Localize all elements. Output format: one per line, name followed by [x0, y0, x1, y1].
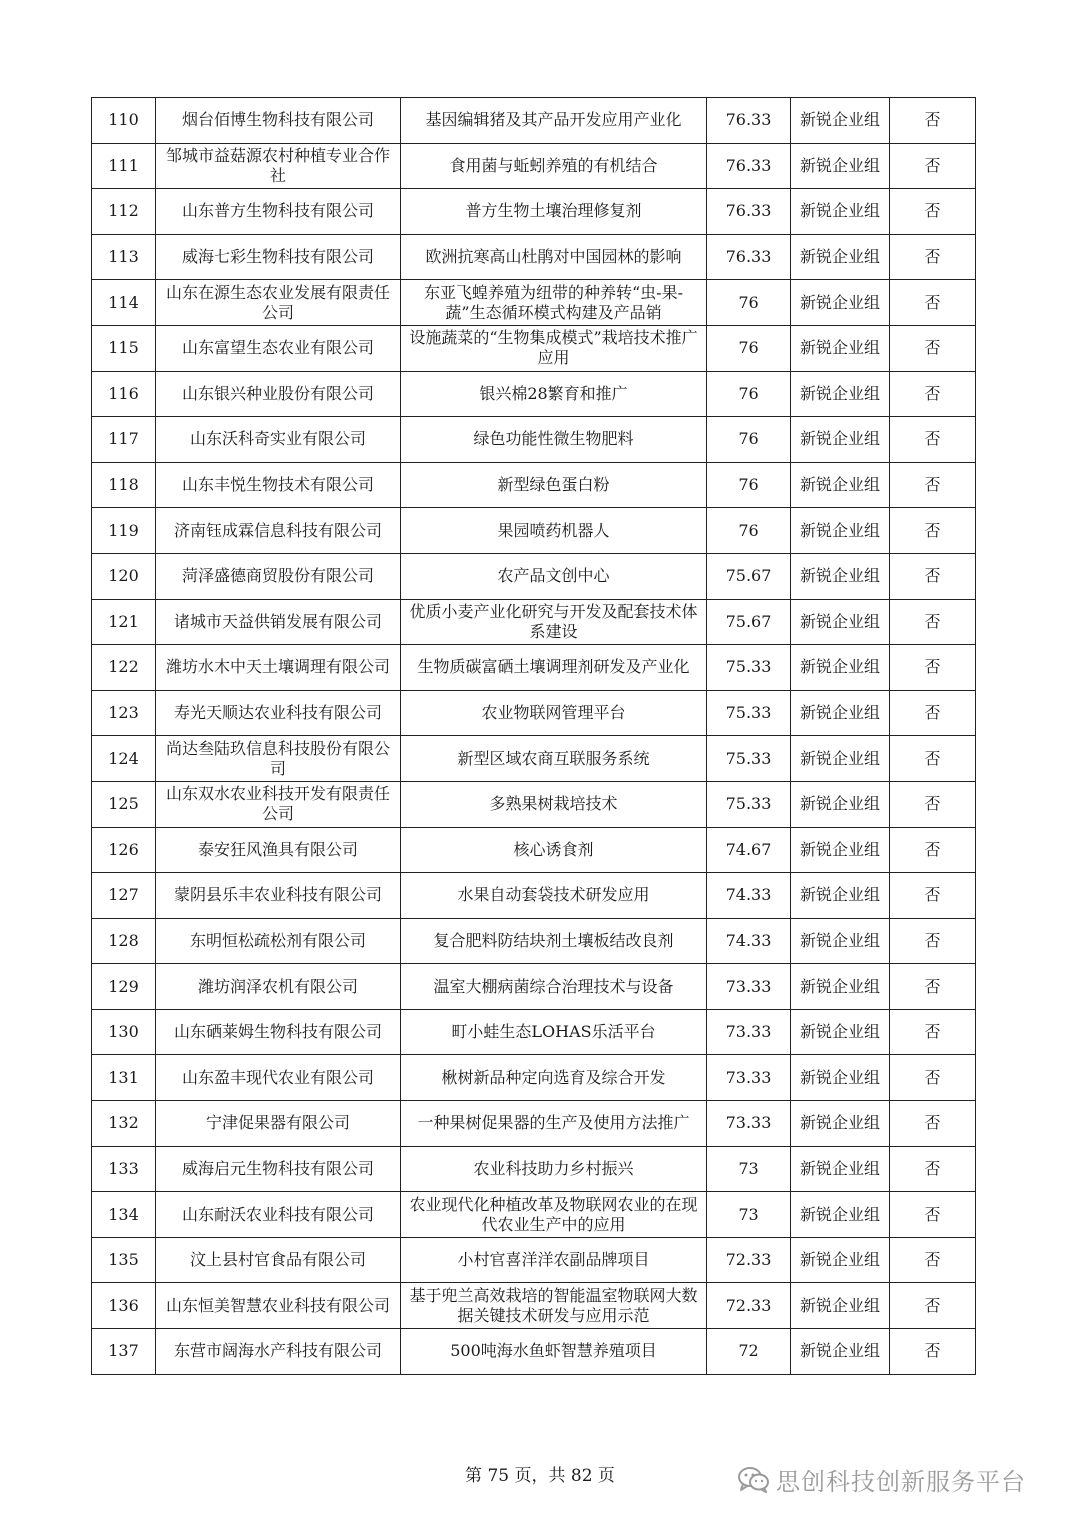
project-name: 农产品文创中心: [401, 553, 707, 599]
group-name: 新锐企业组: [791, 736, 890, 782]
project-name: 东亚飞蝗养殖为纽带的种养转“虫-果-蔬”生态循环模式构建及产品销: [401, 280, 707, 326]
company-name: 泰安狂风渔具有限公司: [156, 827, 401, 873]
group-name: 新锐企业组: [791, 462, 890, 508]
row-number: 130: [92, 1009, 156, 1055]
project-name: 复合肥料防结块剂土壤板结改良剂: [401, 918, 707, 964]
score: 73.33: [707, 1055, 791, 1101]
table-row: [92, 1146, 976, 1192]
group-name: 新锐企业组: [791, 964, 890, 1010]
table-row: [92, 280, 976, 326]
table-row: [92, 417, 976, 463]
score: 72: [707, 1329, 791, 1375]
project-name: 500吨海水鱼虾智慧养殖项目: [401, 1329, 707, 1375]
row-number: 132: [92, 1101, 156, 1147]
table-row: [92, 690, 976, 736]
flag-value: 否: [890, 1055, 976, 1101]
score: 75.33: [707, 781, 791, 827]
project-name: 基因编辑猪及其产品开发应用产业化: [401, 98, 707, 144]
flag-value: 否: [890, 827, 976, 873]
table-row: [92, 827, 976, 873]
company-name: 山东硒莱姆生物科技有限公司: [156, 1009, 401, 1055]
company-name: 山东银兴种业股份有限公司: [156, 371, 401, 417]
group-name: 新锐企业组: [791, 781, 890, 827]
group-name: 新锐企业组: [791, 1009, 890, 1055]
row-number: 128: [92, 918, 156, 964]
project-name: 银兴棉28繁育和推广: [401, 371, 707, 417]
results-table-body: [92, 98, 976, 1375]
row-number: 123: [92, 690, 156, 736]
flag-value: 否: [890, 325, 976, 371]
project-name: 生物质碳富硒土壤调理剂研发及产业化: [401, 645, 707, 691]
score: 74.33: [707, 918, 791, 964]
row-number: 122: [92, 645, 156, 691]
row-number: 126: [92, 827, 156, 873]
group-name: 新锐企业组: [791, 1237, 890, 1283]
score: 73.33: [707, 1009, 791, 1055]
score: 76: [707, 325, 791, 371]
company-name: 威海启元生物科技有限公司: [156, 1146, 401, 1192]
company-name: 山东耐沃农业科技有限公司: [156, 1192, 401, 1238]
company-name: 尚达叁陆玖信息科技股份有限公司: [156, 736, 401, 782]
project-name: 食用菌与蚯蚓养殖的有机结合: [401, 143, 707, 189]
flag-value: 否: [890, 1009, 976, 1055]
project-name: 欧洲抗寒高山杜鹃对中国园林的影响: [401, 234, 707, 280]
score: 73: [707, 1146, 791, 1192]
table-row: [92, 1055, 976, 1101]
table-row: [92, 325, 976, 371]
score: 76: [707, 371, 791, 417]
row-number: 135: [92, 1237, 156, 1283]
row-number: 111: [92, 143, 156, 189]
company-name: 邹城市益菇源农村种植专业合作社: [156, 143, 401, 189]
table-row: [92, 1009, 976, 1055]
table-row: [92, 189, 976, 235]
company-name: 山东丰悦生物技术有限公司: [156, 462, 401, 508]
project-name: 核心诱食剂: [401, 827, 707, 873]
flag-value: 否: [890, 280, 976, 326]
row-number: 117: [92, 417, 156, 463]
flag-value: 否: [890, 873, 976, 919]
wechat-icon: [738, 1466, 770, 1494]
table-row: [92, 98, 976, 144]
score: 72.33: [707, 1237, 791, 1283]
company-name: 汶上县村官食品有限公司: [156, 1237, 401, 1283]
watermark-text: 思创科技创新服务平台: [776, 1468, 1026, 1496]
flag-value: 否: [890, 234, 976, 280]
score: 75.67: [707, 599, 791, 645]
table-row: [92, 1192, 976, 1238]
project-name: 农业科技助力乡村振兴: [401, 1146, 707, 1192]
score: 72.33: [707, 1283, 791, 1329]
company-name: 诸城市天益供销发展有限公司: [156, 599, 401, 645]
project-name: 一种果树促果器的生产及使用方法推广: [401, 1101, 707, 1147]
score: 75.67: [707, 553, 791, 599]
group-name: 新锐企业组: [791, 553, 890, 599]
company-name: 宁津促果器有限公司: [156, 1101, 401, 1147]
group-name: 新锐企业组: [791, 690, 890, 736]
table-row: [92, 1329, 976, 1375]
table-row: [92, 1237, 976, 1283]
row-number: 134: [92, 1192, 156, 1238]
group-name: 新锐企业组: [791, 280, 890, 326]
table-row: [92, 781, 976, 827]
company-name: 蒙阴县乐丰农业科技有限公司: [156, 873, 401, 919]
company-name: 山东盈丰现代农业有限公司: [156, 1055, 401, 1101]
score: 76.33: [707, 98, 791, 144]
watermark: [738, 1462, 1026, 1497]
group-name: 新锐企业组: [791, 918, 890, 964]
company-name: 山东普方生物科技有限公司: [156, 189, 401, 235]
group-name: 新锐企业组: [791, 599, 890, 645]
row-number: 131: [92, 1055, 156, 1101]
flag-value: 否: [890, 417, 976, 463]
score: 76.33: [707, 143, 791, 189]
group-name: 新锐企业组: [791, 98, 890, 144]
table-row: [92, 143, 976, 189]
score: 74.33: [707, 873, 791, 919]
row-number: 113: [92, 234, 156, 280]
flag-value: 否: [890, 508, 976, 554]
table-row: [92, 873, 976, 919]
project-name: 多熟果树栽培技术: [401, 781, 707, 827]
flag-value: 否: [890, 1283, 976, 1329]
project-name: 水果自动套袋技术研发应用: [401, 873, 707, 919]
flag-value: 否: [890, 1101, 976, 1147]
company-name: 东明恒松疏松剂有限公司: [156, 918, 401, 964]
group-name: 新锐企业组: [791, 827, 890, 873]
table-row: [92, 508, 976, 554]
project-name: 小村官喜洋洋农副品牌项目: [401, 1237, 707, 1283]
project-name: 新型绿色蛋白粉: [401, 462, 707, 508]
row-number: 119: [92, 508, 156, 554]
score: 74.67: [707, 827, 791, 873]
score: 75.33: [707, 645, 791, 691]
flag-value: 否: [890, 371, 976, 417]
row-number: 136: [92, 1283, 156, 1329]
score: 73: [707, 1192, 791, 1238]
company-name: 东营市阔海水产科技有限公司: [156, 1329, 401, 1375]
project-name: 新型区域农商互联服务系统: [401, 736, 707, 782]
company-name: 潍坊润泽农机有限公司: [156, 964, 401, 1010]
page-number: 第 75 页，共 82 页: [465, 1466, 615, 1486]
table-row: [92, 553, 976, 599]
company-name: 山东富望生态农业有限公司: [156, 325, 401, 371]
company-name: 寿光天顺达农业科技有限公司: [156, 690, 401, 736]
company-name: 菏泽盛德商贸股份有限公司: [156, 553, 401, 599]
table-row: [92, 736, 976, 782]
flag-value: 否: [890, 462, 976, 508]
flag-value: 否: [890, 143, 976, 189]
score: 76: [707, 417, 791, 463]
row-number: 137: [92, 1329, 156, 1375]
project-name: 设施蔬菜的“生物集成模式”栽培技术推广应用: [401, 325, 707, 371]
flag-value: 否: [890, 964, 976, 1010]
company-name: 山东在源生态农业发展有限责任公司: [156, 280, 401, 326]
table-row: [92, 462, 976, 508]
results-table: [91, 97, 976, 1375]
group-name: 新锐企业组: [791, 508, 890, 554]
company-name: 山东沃科奇实业有限公司: [156, 417, 401, 463]
group-name: 新锐企业组: [791, 371, 890, 417]
row-number: 112: [92, 189, 156, 235]
company-name: 济南钰成霖信息科技有限公司: [156, 508, 401, 554]
project-name: 普方生物土壤治理修复剂: [401, 189, 707, 235]
flag-value: 否: [890, 98, 976, 144]
group-name: 新锐企业组: [791, 234, 890, 280]
score: 75.33: [707, 736, 791, 782]
flag-value: 否: [890, 1329, 976, 1375]
group-name: 新锐企业组: [791, 1283, 890, 1329]
row-number: 120: [92, 553, 156, 599]
project-name: 町小蛙生态LOHAS乐活平台: [401, 1009, 707, 1055]
company-name: 烟台佰博生物科技有限公司: [156, 98, 401, 144]
project-name: 温室大棚病菌综合治理技术与设备: [401, 964, 707, 1010]
table-row: [92, 1101, 976, 1147]
table-row: [92, 599, 976, 645]
score: 73.33: [707, 1101, 791, 1147]
group-name: 新锐企业组: [791, 873, 890, 919]
row-number: 118: [92, 462, 156, 508]
table-row: [92, 371, 976, 417]
project-name: 优质小麦产业化研究与开发及配套技术体系建设: [401, 599, 707, 645]
score: 76.33: [707, 234, 791, 280]
group-name: 新锐企业组: [791, 1101, 890, 1147]
flag-value: 否: [890, 690, 976, 736]
group-name: 新锐企业组: [791, 189, 890, 235]
row-number: 125: [92, 781, 156, 827]
group-name: 新锐企业组: [791, 645, 890, 691]
score: 73.33: [707, 964, 791, 1010]
project-name: 基于兜兰高效栽培的智能温室物联网大数据关键技术研发与应用示范: [401, 1283, 707, 1329]
row-number: 133: [92, 1146, 156, 1192]
project-name: 果园喷药机器人: [401, 508, 707, 554]
flag-value: 否: [890, 1146, 976, 1192]
table-row: [92, 964, 976, 1010]
row-number: 115: [92, 325, 156, 371]
row-number: 116: [92, 371, 156, 417]
group-name: 新锐企业组: [791, 1146, 890, 1192]
row-number: 127: [92, 873, 156, 919]
row-number: 121: [92, 599, 156, 645]
group-name: 新锐企业组: [791, 417, 890, 463]
project-name: 绿色功能性微生物肥料: [401, 417, 707, 463]
table-row: [92, 645, 976, 691]
row-number: 114: [92, 280, 156, 326]
flag-value: 否: [890, 781, 976, 827]
score: 76.33: [707, 189, 791, 235]
flag-value: 否: [890, 918, 976, 964]
company-name: 威海七彩生物科技有限公司: [156, 234, 401, 280]
group-name: 新锐企业组: [791, 1192, 890, 1238]
table-row: [92, 234, 976, 280]
company-name: 山东双水农业科技开发有限责任公司: [156, 781, 401, 827]
score: 76: [707, 508, 791, 554]
score: 76: [707, 462, 791, 508]
group-name: 新锐企业组: [791, 143, 890, 189]
company-name: 潍坊水木中天土壤调理有限公司: [156, 645, 401, 691]
flag-value: 否: [890, 553, 976, 599]
flag-value: 否: [890, 1192, 976, 1238]
company-name: 山东恒美智慧农业科技有限公司: [156, 1283, 401, 1329]
project-name: 楸树新品种定向选育及综合开发: [401, 1055, 707, 1101]
group-name: 新锐企业组: [791, 1329, 890, 1375]
row-number: 129: [92, 964, 156, 1010]
score: 76: [707, 280, 791, 326]
flag-value: 否: [890, 1237, 976, 1283]
project-name: 农业物联网管理平台: [401, 690, 707, 736]
flag-value: 否: [890, 645, 976, 691]
score: 75.33: [707, 690, 791, 736]
flag-value: 否: [890, 189, 976, 235]
results-table-container: [91, 97, 975, 1375]
flag-value: 否: [890, 736, 976, 782]
table-row: [92, 918, 976, 964]
flag-value: 否: [890, 599, 976, 645]
group-name: 新锐企业组: [791, 1055, 890, 1101]
project-name: 农业现代化种植改革及物联网农业的在现代农业生产中的应用: [401, 1192, 707, 1238]
table-row: [92, 1283, 976, 1329]
group-name: 新锐企业组: [791, 325, 890, 371]
row-number: 110: [92, 98, 156, 144]
row-number: 124: [92, 736, 156, 782]
